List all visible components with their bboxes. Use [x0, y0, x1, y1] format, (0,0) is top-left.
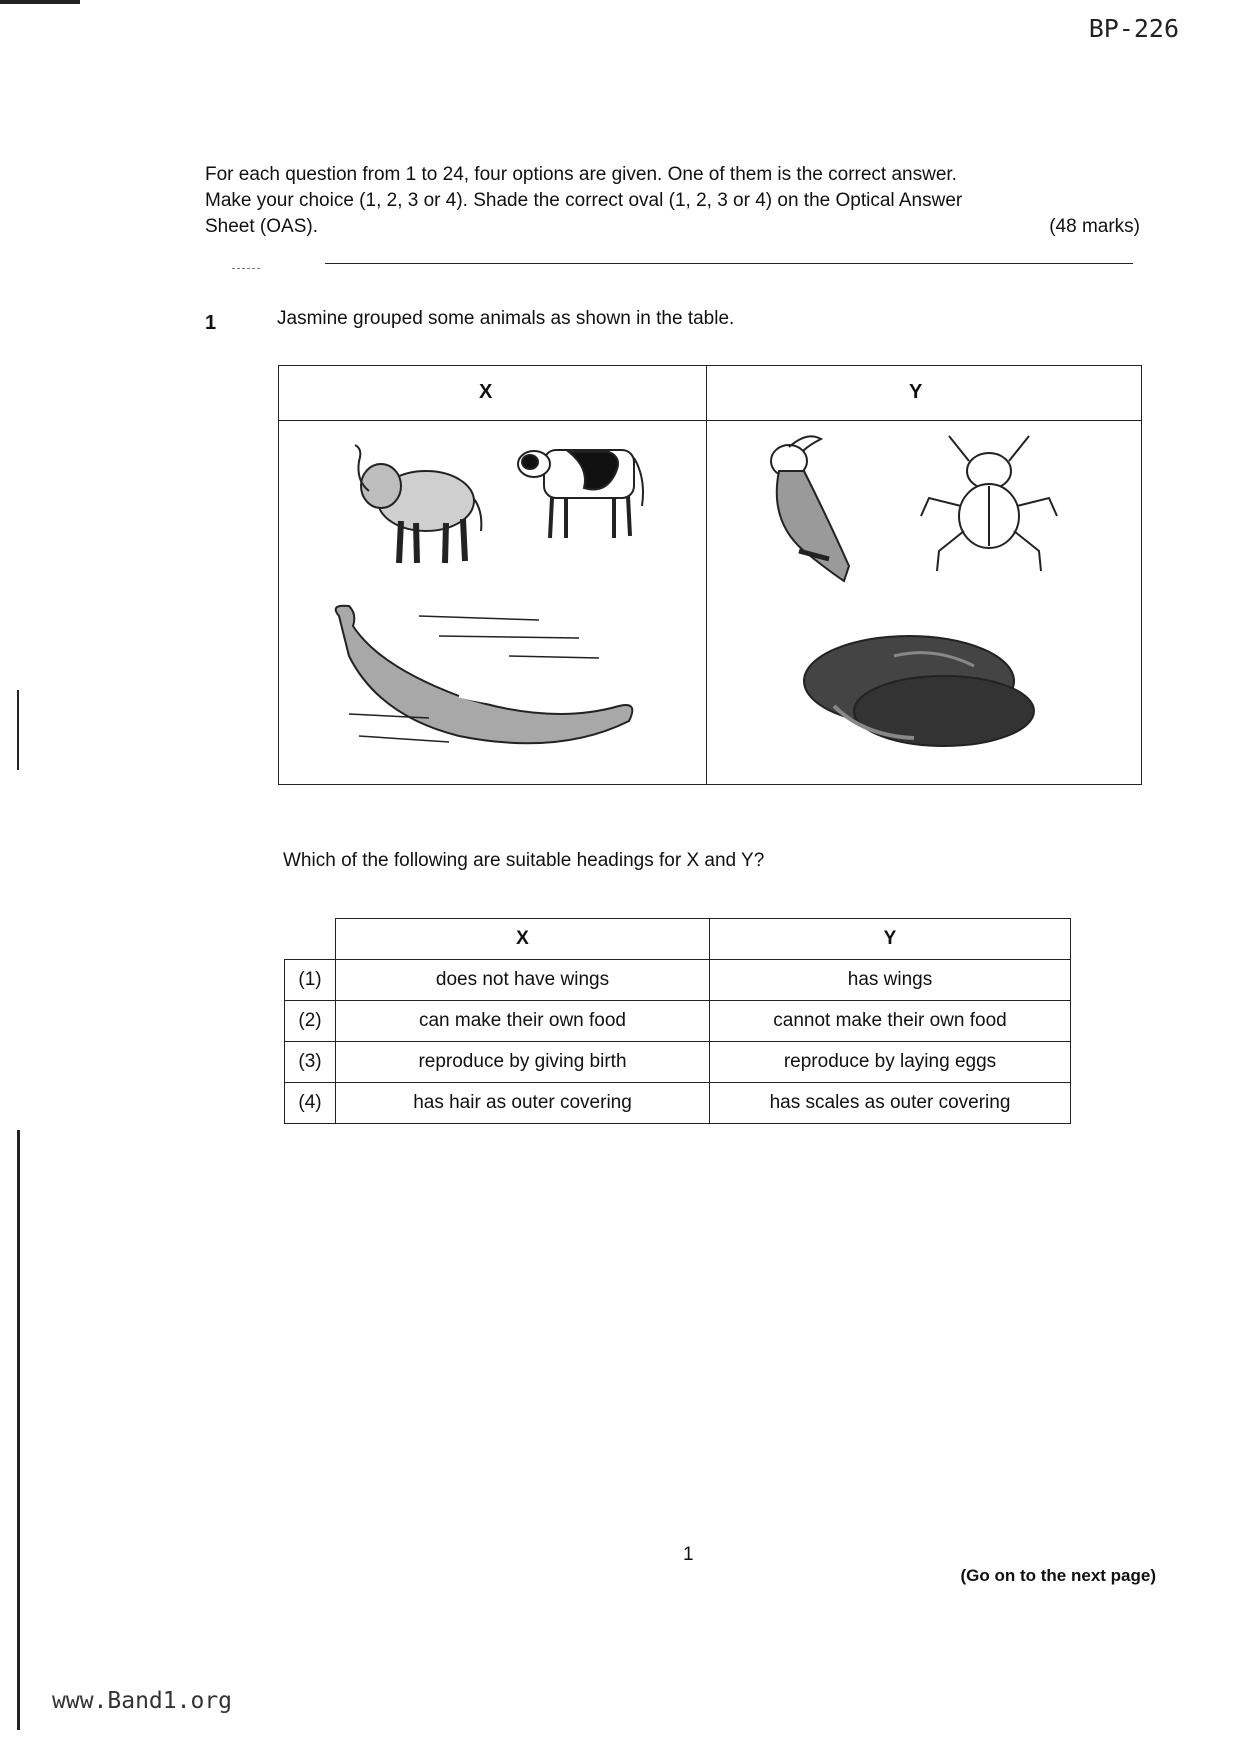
option-number: (4) [285, 1083, 336, 1124]
answer-options-table [284, 918, 1071, 1124]
whale-illustration [319, 596, 659, 766]
paper-code: BP-226 [1088, 14, 1179, 43]
option-y-heading: has scales as outer covering [710, 1083, 1071, 1124]
elephant-illustration [341, 441, 491, 571]
cow-illustration [514, 428, 654, 548]
beetle-illustration [919, 426, 1059, 576]
option-row [285, 1001, 1071, 1042]
column-x-heading: X [479, 381, 493, 403]
scan-margin-line [17, 690, 19, 770]
option-y-heading: reproduce by laying eggs [710, 1042, 1071, 1083]
option-row [285, 960, 1071, 1001]
snake-illustration [794, 626, 1044, 766]
scan-margin-line [17, 1130, 20, 1730]
option-number: (2) [285, 1001, 336, 1042]
option-x-heading: does not have wings [336, 960, 710, 1001]
divider-short [232, 268, 260, 269]
option-x-heading: has hair as outer covering [336, 1083, 710, 1124]
scan-corner-mark [0, 0, 80, 4]
instructions [205, 162, 1140, 240]
total-marks: (48 marks) [1049, 216, 1140, 237]
column-y-heading: Y [909, 381, 923, 403]
option-row [285, 1042, 1071, 1083]
animal-grouping-table [278, 365, 1142, 785]
instructions-line-1: For each question from 1 to 24, four options are given. One of them is the correct answer. [205, 164, 957, 185]
instructions-line-3: Sheet (OAS). [205, 216, 318, 237]
website-watermark: www.Band1.org [52, 1688, 233, 1714]
option-row [285, 1083, 1071, 1124]
question-text: Jasmine grouped some animals as shown in the table. [277, 308, 735, 329]
page-number: 1 [683, 1544, 694, 1565]
next-page-note: (Go on to the next page) [960, 1566, 1156, 1585]
divider-rule [325, 263, 1133, 264]
animal-table-divider [706, 366, 707, 784]
options-header-x: X [336, 919, 710, 960]
question-prompt: Which of the following are suitable headings for X and Y? [283, 850, 765, 871]
question-number: 1 [205, 312, 217, 334]
option-x-heading: reproduce by giving birth [336, 1042, 710, 1083]
instructions-line-2: Make your choice (1, 2, 3 or 4). Shade the correct oval (1, 2, 3 or 4) on the Optical Answer [205, 190, 963, 211]
option-y-heading: has wings [710, 960, 1071, 1001]
options-header-row [285, 919, 1071, 960]
bird-illustration [759, 431, 869, 591]
option-x-heading: can make their own food [336, 1001, 710, 1042]
option-number: (3) [285, 1042, 336, 1083]
options-header-y: Y [710, 919, 1071, 960]
option-number: (1) [285, 960, 336, 1001]
option-y-heading: cannot make their own food [710, 1001, 1071, 1042]
animal-table-header [279, 366, 1141, 421]
